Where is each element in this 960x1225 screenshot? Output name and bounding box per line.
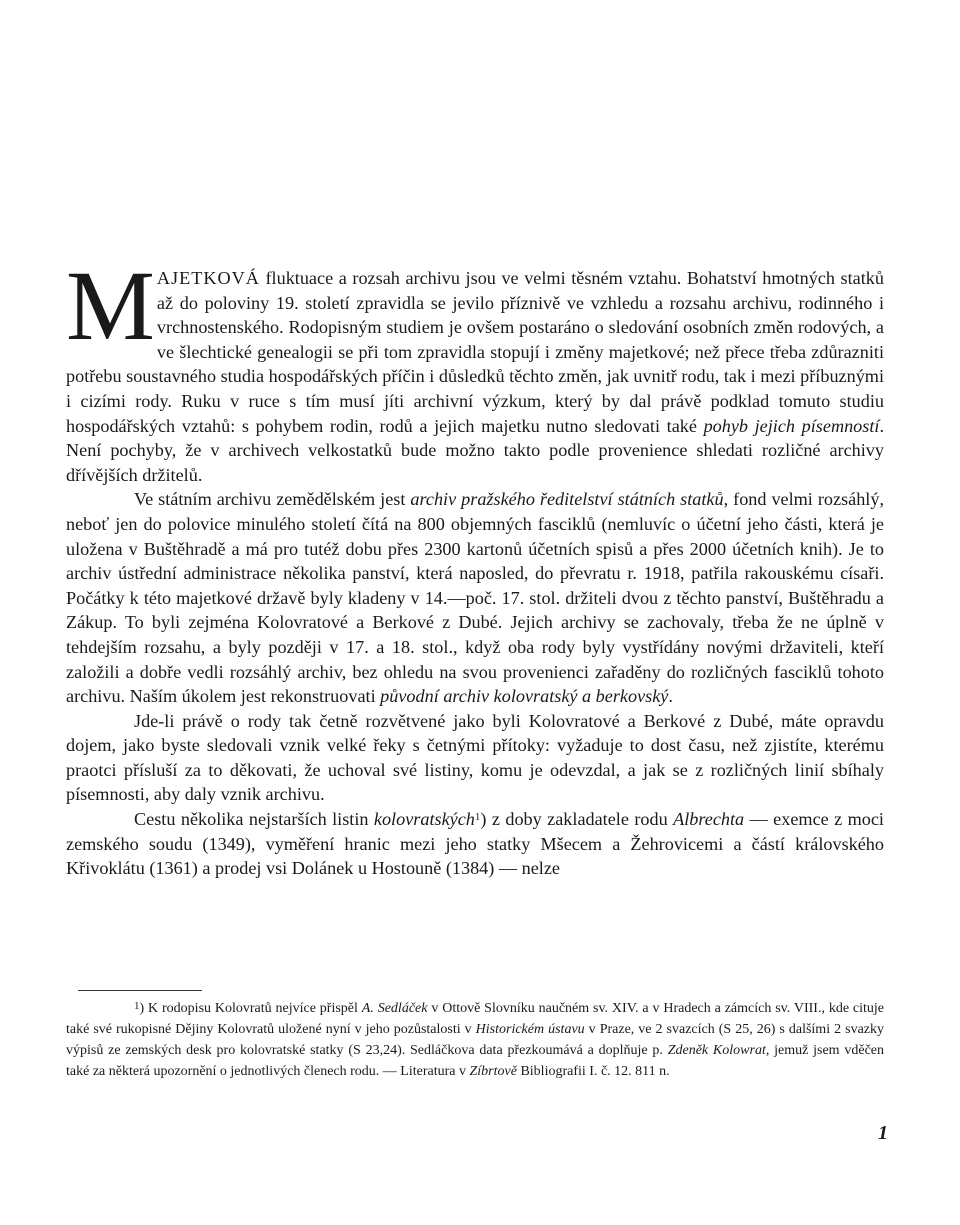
page-number: 1 [878, 1122, 888, 1144]
italic-text: A. Sedláček [361, 1001, 428, 1016]
text-run: v Ottově Slovníku naučném sv. XIV. a v Hradech a zámcích sv. VIII., kde cituje také své rukopisné Dějiny Kolovratů uložené nyní v jeho pozůstalosti v [66, 1001, 885, 1037]
text-run: . Není pochyby, že v archivech velkostatků bude možno takto podle provenience shledati rozličné archivy dřívějších držitelů. [66, 415, 884, 485]
paragraph-1 [66, 250, 884, 487]
italic-text: Albrechta [673, 809, 745, 830]
text-run: , fond velmi rozsáhlý, neboť jen do polovice minulého století čítá na 800 objemných fasciklů (nemluvíc o účetní jeho části, která je uložena v Buštěhradě a má pro tutéž dobu přes 2300 kartonů účetních spisů a přes 2000 účetních knih). Je to archiv ústřední administrace několika panství, která naposled, do převratu r. 1918, patřila rakouskému císaři. Počátky k této majetkové državě byly kladeny v 14.—poč. 17. stol. držiteli dvou z těchto panství, Buštěhradu a Zákup. To byli zejména Kolovratové a Berkové z Dubé. Jejich archivy se zachovaly, třeba že ne úplně v tehdejším rozsahu, a byly později v 17. a 18. stol., když oba rody byly vystřídány novými državiteli, kteří založili a dobře vedli rozsáhlý archiv, bez ohledu na svou provenienci zařaděny do rozličných fasciklů tohoto archivu. Naším úkolem jest rekonstruovati [66, 489, 884, 707]
text-run: ) z doby zakladatele rodu [480, 809, 674, 830]
footnote-marker: 1 [474, 811, 481, 824]
italic-text: pohyb jejich písemností [703, 415, 880, 436]
opening-word: AJETKOVÁ [156, 268, 260, 288]
footnote-rule [78, 990, 202, 991]
body-text [66, 250, 884, 881]
footnotes [66, 998, 884, 1082]
text-run: Bibliografii I. č. 12. 811 n. [516, 1064, 670, 1079]
drop-cap-initial: M [66, 250, 153, 361]
text-run: v Praze, ve 2 svazcích (S 25, 26) s dalšími 2 svazky výpisů ze zemských desk pro kolovratské statky (S 23,24). Sedláčkova data přezkoumává a doplňuje p. [66, 1022, 884, 1058]
italic-text: Zdeněk Kolowrat [667, 1043, 766, 1058]
italic-text: archiv pražského ředitelství státních statků [410, 489, 724, 510]
text-run: — exemce z moci zemského soudu (1349), vyměření hranic mezi jeho statky Mšecem a Žehrovicemi a částí královského Křivoklátu (1361) a prodej vsi Dolánek u Hostouně (1384) — nelze [66, 809, 884, 879]
text-run: fluktuace a rozsah archivu jsou ve velmi těsném vztahu. Bohatství hmotných statků až do poloviny 19. století zpravidla se jevilo příznivě ve vzhledu a rozsahu archivu, rodinného i vrchnostenského. Rodopisným studiem je ovšem postaráno o sledování osobních změn rodových, a ve šlechtické genealogii se při tom zpravidla stopují i změny majetkové; než přece třeba zdůrazniti potřebu soustavného studia hospodářských příčin i důsledků těchto změn, jak uvnitř rodu, tak i mezi příbuznými i cizími rody. Ruku v ruce s tím musí jíti archivní výzkum, který by dal právě podklad tomuto studiu hospodářských vztahů: s pohybem rodin, rodů a jejich majetku nutno sledovati také [66, 268, 884, 436]
paragraph-3 [66, 709, 884, 807]
italic-text: Zíbrtově [469, 1064, 517, 1079]
paragraph-text [66, 250, 884, 485]
italic-text: Historickém ústavu [475, 1022, 585, 1037]
paragraph-2 [66, 487, 884, 708]
text-run: . [668, 686, 673, 707]
text-run: Cestu několika nejstarších listin [134, 809, 374, 830]
footnote-1 [66, 998, 884, 1082]
text-run: Ve státním archivu zemědělském jest [134, 489, 411, 510]
text-run: Jde-li právě o rody tak četně rozvětvené jako byli Kolovratové a Berkové z Dubé, máte opravdu dojem, jako byste sledovali vznik velké řeky s četnými přítoky: vyžaduje to dost času, než zjistíte, kterému praotci přísluší za to děkovati, že uchoval své listiny, komu je odevzdal, a jak se z rozličných linií sbíhaly písemnosti, aby daly vznik archivu. [66, 710, 884, 805]
italic-text: kolovratských [373, 809, 475, 830]
italic-text: původní archiv kolovratský a berkovský [380, 686, 669, 707]
text-run: , jemuž jsem vděčen také za některá upozornění o jednotlivých členech rodu. — Literatura v [66, 1043, 884, 1079]
paragraph-4 [66, 807, 884, 881]
text-run: ) K rodopisu Kolovratů nejvíce přispěl [139, 1001, 362, 1016]
footnote-marker: 1 [134, 1000, 140, 1012]
